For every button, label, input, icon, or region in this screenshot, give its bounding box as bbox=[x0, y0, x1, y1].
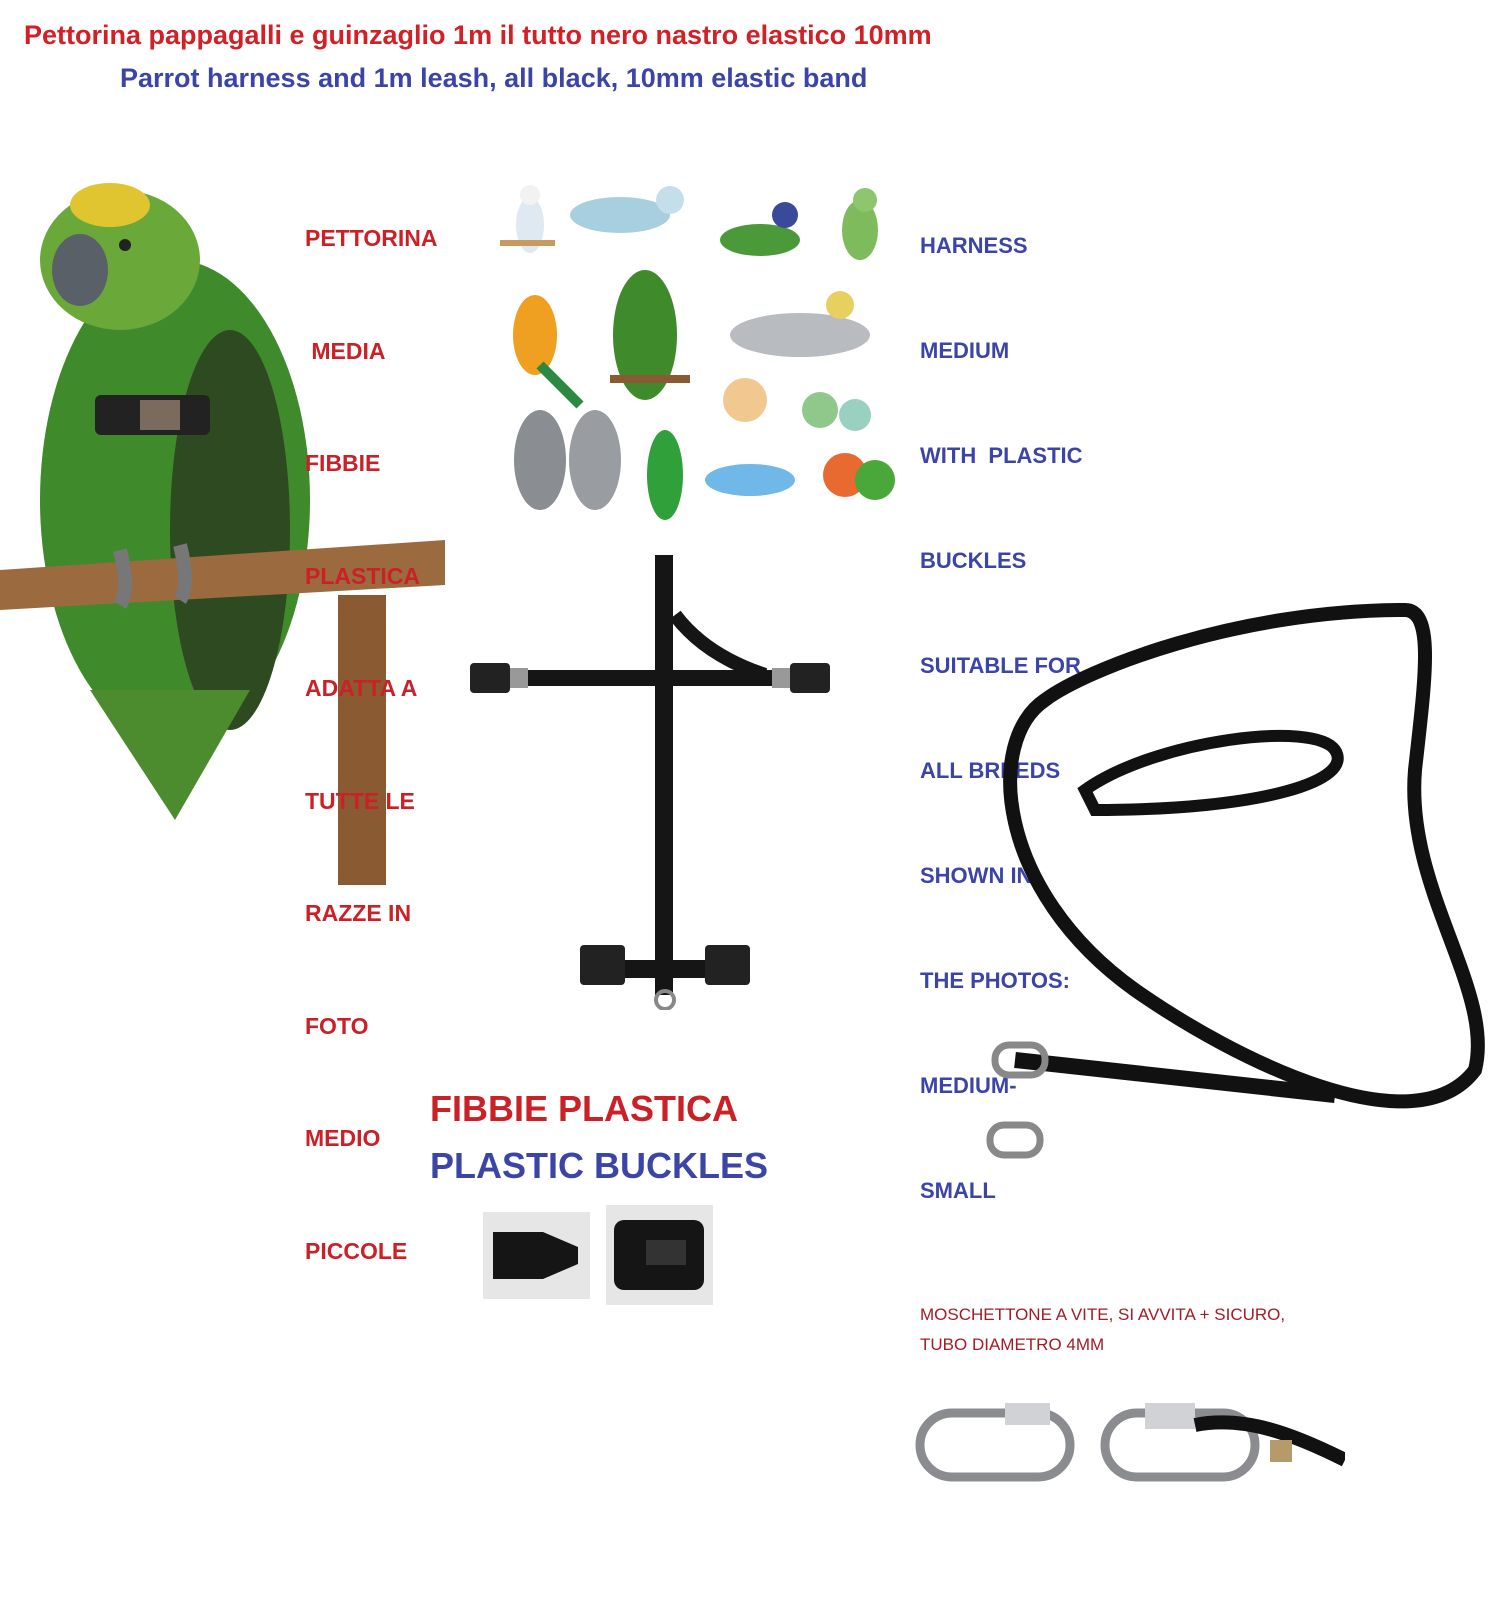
desc-en-line: SHOWN IN bbox=[920, 863, 1033, 888]
budgie-white bbox=[500, 185, 555, 253]
ringneck bbox=[842, 188, 878, 260]
desc-it-line: PLASTICA bbox=[305, 562, 420, 589]
title-italian: Pettorina pappagalli e guinzaglio 1m il tutto nero nastro elastico 10mm bbox=[24, 20, 932, 50]
desc-en-line: WITH PLASTIC bbox=[920, 443, 1083, 468]
parrot-beak bbox=[52, 234, 108, 306]
bird-breeds-collage bbox=[500, 175, 905, 530]
lovebirds-small bbox=[723, 378, 871, 431]
sun-conure bbox=[513, 295, 580, 405]
desc-en-line: BUCKLES bbox=[920, 548, 1027, 573]
desc-it-line: PETTORINA bbox=[305, 225, 438, 251]
desc-en-line: SUITABLE FOR bbox=[920, 653, 1081, 678]
harness-horizontal-strap bbox=[490, 670, 820, 686]
buckle-male-photo bbox=[483, 1212, 590, 1299]
blue-ringneck bbox=[705, 464, 795, 496]
cockatiel bbox=[730, 291, 870, 357]
lorikeet bbox=[720, 202, 800, 256]
leash-loop bbox=[1010, 610, 1478, 1101]
description-italian bbox=[305, 145, 437, 1308]
buckle-bottom-left bbox=[580, 945, 625, 985]
desc-it-line: ADATTA A bbox=[305, 675, 418, 701]
quaker-blue bbox=[570, 186, 684, 233]
african-grey-pair bbox=[514, 410, 621, 510]
carabiner-description bbox=[920, 1300, 1285, 1360]
carabiner-loose bbox=[990, 1125, 1040, 1155]
buckle-right bbox=[790, 663, 830, 693]
desc-en-line: THE PHOTOS: bbox=[920, 968, 1070, 993]
desc-it-line: MEDIO bbox=[305, 1125, 381, 1151]
desc-en-line: MEDIUM bbox=[920, 338, 1010, 363]
carabiner-photo bbox=[915, 1395, 1345, 1495]
buckles-label-italian: FIBBIE PLASTICA bbox=[430, 1088, 739, 1129]
desc-it-line: FIBBIE bbox=[305, 450, 381, 476]
desc-it-line: RAZZE IN bbox=[305, 900, 412, 926]
buckle-left bbox=[470, 663, 510, 693]
desc-en-line: ALL BREEDS bbox=[920, 758, 1061, 783]
desc-it-line: TUTTE LE bbox=[305, 787, 415, 814]
carabiner-line: MOSCHETTONE A VITE, SI AVVITA + SICURO, bbox=[920, 1305, 1286, 1324]
desc-it-line: PICCOLE bbox=[305, 1237, 408, 1264]
buckle-female-photo bbox=[606, 1205, 713, 1305]
desc-en-line: MEDIUM- bbox=[920, 1073, 1017, 1098]
desc-it-line: FOTO bbox=[305, 1012, 369, 1039]
title-english: Parrot harness and 1m leash, all black, 10mm elastic band bbox=[120, 63, 868, 93]
desc-it-line: MEDIA bbox=[305, 337, 386, 364]
harness-photo bbox=[470, 550, 850, 1010]
eclectus bbox=[647, 430, 683, 520]
carabiner-line: TUBO DIAMETRO 4MM bbox=[920, 1335, 1105, 1354]
leash-handle bbox=[1085, 736, 1338, 810]
leash-photo bbox=[935, 590, 1495, 1190]
amazon-small bbox=[610, 270, 690, 400]
desc-en-line: SMALL bbox=[920, 1178, 996, 1203]
buckles-label-english: PLASTIC BUCKLES bbox=[430, 1145, 769, 1186]
fischers-lovebirds bbox=[823, 453, 895, 500]
desc-en-line: HARNESS bbox=[920, 233, 1028, 258]
harness-vertical-strap bbox=[655, 555, 673, 995]
buckle-bottom-right bbox=[705, 945, 750, 985]
